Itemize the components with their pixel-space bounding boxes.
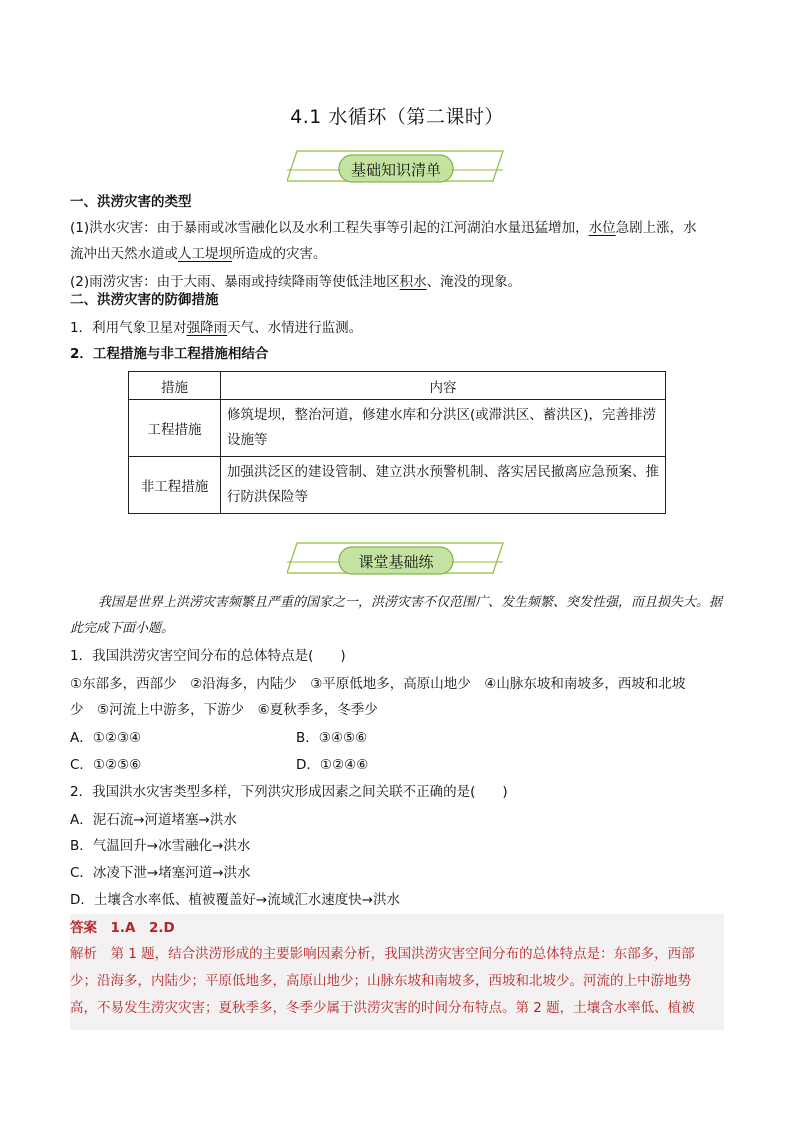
explanation-line: 解析 第 1 题，结合洪涝形成的主要影响因素分析，我国洪涝灾害空间分布的总体特点是：东部多，西部 <box>70 946 695 962</box>
question-options: 少 ⑤河流上中游多，下游少 ⑥夏秋季多，冬季少 <box>70 702 378 718</box>
choice-a: A．泥石流→河道堵塞→洪水 <box>70 812 237 828</box>
table-cell: 修筑堤坝，整治河道，修建水库和分洪区(或滞洪区、蓄洪区)，完善排涝设施等 <box>221 400 666 457</box>
measures-table <box>128 371 666 514</box>
choice-d: D．土壤含水率低、植被覆盖好→流域汇水速度快→洪水 <box>70 892 401 908</box>
choice-a: A．①②③④ <box>70 730 142 746</box>
explanation-line: 高，不易发生涝灾灾害；夏秋季多，冬季少属于洪涝灾害的时间分布特点。第 2 题，土壤含水率低、植被 <box>70 1000 695 1016</box>
explanation-line: 少；沿海多，内陆少；平原低地多，高原山地少；山脉东坡和南坡多，西坡和北坡少。河流的上中游地势 <box>70 973 691 989</box>
question-stem: 2．我国洪水灾害类型多样，下列洪灾形成因素之间关联不正确的是( ) <box>70 784 508 800</box>
table-header-cell: 内容 <box>221 372 666 400</box>
section-heading: 一、洪涝灾害的类型 <box>70 194 192 210</box>
table-row <box>129 457 666 514</box>
answer-explanation-box <box>70 914 724 1030</box>
section-heading: 二、洪涝灾害的防御措施 <box>70 292 219 308</box>
choice-b: B．③④⑤⑥ <box>296 730 368 746</box>
paragraph-line: (1)洪水灾害：由于暴雨或冰雪融化以及水利工程失事等引起的江河湖泊水量迅猛增加，水位急剧上涨，水 <box>70 220 697 236</box>
section-banner-basics <box>287 150 505 190</box>
question-options: ①东部多，西部少 ②沿海多，内陆少 ③平原低地多，高原山地少 ④山脉东坡和南坡多，西坡和北坡 <box>70 676 686 692</box>
banner-label: 基础知识清单 <box>350 161 441 179</box>
table-row <box>129 400 666 457</box>
table-cell: 非工程措施 <box>129 457 221 514</box>
list-item: 2．工程措施与非工程措施相结合 <box>70 346 269 362</box>
choice-d: D．①②④⑥ <box>296 757 369 773</box>
table-header-cell: 措施 <box>129 372 221 400</box>
question-intro: 我国是世界上洪涝灾害频繁且严重的国家之一，洪涝灾害不仅范围广、发生频繁、突发性强，而且损失大。据此完成下面小题。 <box>70 595 723 636</box>
section-banner-practice <box>287 542 505 582</box>
table-header-row <box>129 372 666 400</box>
banner-label: 课堂基础练 <box>358 553 434 571</box>
table-cell: 工程措施 <box>129 400 221 457</box>
paragraph-line: 流冲出天然水道或人工堤坝所造成的灾害。 <box>70 246 327 262</box>
list-item: 1．利用气象卫星对强降雨天气、水情进行监测。 <box>70 320 363 336</box>
answer-key: 答案 1.A 2.D <box>70 920 175 936</box>
paragraph-line: (2)雨涝灾害：由于大雨、暴雨或持续降雨等使低洼地区积水、淹没的现象。 <box>70 274 522 290</box>
table-cell: 加强洪泛区的建设管制、建立洪水预警机制、落实居民撤离应急预案、推行防洪保险等 <box>221 457 666 514</box>
choice-b: B．气温回升→冰雪融化→洪水 <box>70 838 251 854</box>
page-title: 4.1 水循环（第二课时） <box>290 106 504 128</box>
choice-c: C．冰凌下泄→堵塞河道→洪水 <box>70 865 251 881</box>
choice-c: C．①②⑤⑥ <box>70 757 142 773</box>
question-stem: 1．我国洪涝灾害空间分布的总体特点是( ) <box>70 648 346 664</box>
